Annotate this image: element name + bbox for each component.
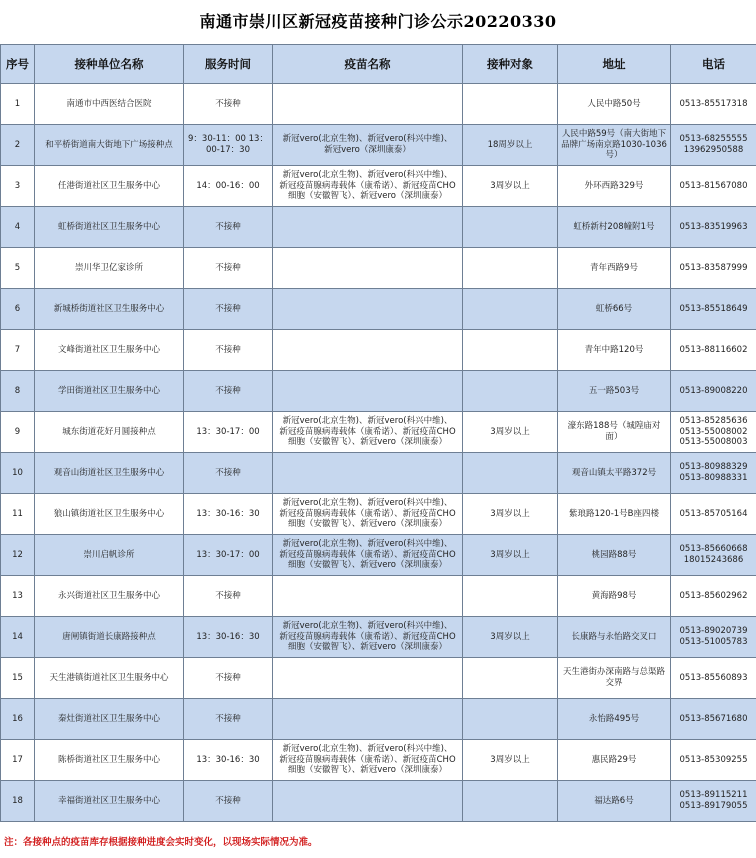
- row-phone: 0513-83519963: [671, 207, 756, 248]
- row-unit-name: 和平桥街道南大街地下广场接种点: [35, 125, 184, 166]
- table-row: [1, 494, 756, 535]
- table-row: [1, 84, 756, 125]
- row-address: 永怡路495号: [558, 699, 671, 740]
- row-serial: 7: [1, 330, 35, 371]
- row-address: 福达路6号: [558, 781, 671, 822]
- row-serial: 10: [1, 453, 35, 494]
- table-row: [1, 125, 756, 166]
- table-header: [1, 45, 756, 84]
- row-phone: 0513-85705164: [671, 494, 756, 535]
- row-address: 观音山镇太平路372号: [558, 453, 671, 494]
- row-vaccine-name: [273, 207, 463, 248]
- row-phone: 0513-85660668 18015243686: [671, 535, 756, 576]
- row-target: [463, 248, 558, 289]
- row-phone: 0513-89008220: [671, 371, 756, 412]
- row-service-time: 9：30-11：00 13：00-17：30: [184, 125, 273, 166]
- row-target: [463, 371, 558, 412]
- row-unit-name: 城东街道花好月圆接种点: [35, 412, 184, 453]
- row-service-time: 13：30-16：30: [184, 740, 273, 781]
- row-address: 青年西路9号: [558, 248, 671, 289]
- row-target: [463, 699, 558, 740]
- row-address: 桃园路88号: [558, 535, 671, 576]
- row-target: [463, 453, 558, 494]
- row-vaccine-name: 新冠vero(北京生物)、新冠vero(科兴中维)、 新冠疫苗腺病毒载体（康希诺）、新冠疫苗CHO 细胞（安徽智飞）、新冠vero（深圳康泰）: [273, 535, 463, 576]
- row-target: [463, 207, 558, 248]
- row-service-time: 13：30-16：30: [184, 617, 273, 658]
- row-unit-name: 文峰街道社区卫生服务中心: [35, 330, 184, 371]
- row-serial: 11: [1, 494, 35, 535]
- row-phone: 0513-85285636 0513-55008002 0513-55008003: [671, 412, 756, 453]
- row-target: 18周岁以上: [463, 125, 558, 166]
- row-serial: 13: [1, 576, 35, 617]
- row-target: 3周岁以上: [463, 412, 558, 453]
- row-serial: 4: [1, 207, 35, 248]
- row-service-time: 14：00-16：00: [184, 166, 273, 207]
- table-row: [1, 330, 756, 371]
- row-serial: 14: [1, 617, 35, 658]
- row-address: 惠民路29号: [558, 740, 671, 781]
- table-row: [1, 617, 756, 658]
- table-row: [1, 289, 756, 330]
- row-vaccine-name: 新冠vero(北京生物)、新冠vero(科兴中维)、 新冠疫苗腺病毒载体（康希诺）、新冠疫苗CHO 细胞（安徽智飞）、新冠vero（深圳康泰）: [273, 412, 463, 453]
- row-vaccine-name: 新冠vero(北京生物)、新冠vero(科兴中维)、 新冠疫苗腺病毒载体（康希诺）、新冠疫苗CHO 细胞（安徽智飞）、新冠vero（深圳康泰）: [273, 166, 463, 207]
- row-service-time: 不接种: [184, 781, 273, 822]
- table-row: [1, 207, 756, 248]
- row-vaccine-name: [273, 248, 463, 289]
- row-address: 虹桥66号: [558, 289, 671, 330]
- row-target: 3周岁以上: [463, 166, 558, 207]
- row-serial: 15: [1, 658, 35, 699]
- row-service-time: 不接种: [184, 699, 273, 740]
- row-serial: 2: [1, 125, 35, 166]
- row-address: 黄海路98号: [558, 576, 671, 617]
- row-vaccine-name: 新冠vero(北京生物)、新冠vero(科兴中维)、 新冠疫苗腺病毒载体（康希诺）、新冠疫苗CHO 细胞（安徽智飞）、新冠vero（深圳康泰）: [273, 494, 463, 535]
- row-service-time: 13：30-16：30: [184, 494, 273, 535]
- row-address: 青年中路120号: [558, 330, 671, 371]
- row-target: [463, 576, 558, 617]
- row-unit-name: 幸福街道社区卫生服务中心: [35, 781, 184, 822]
- row-phone: 0513-85602962: [671, 576, 756, 617]
- row-service-time: 不接种: [184, 453, 273, 494]
- row-vaccine-name: [273, 658, 463, 699]
- page-title: 南通市崇川区新冠疫苗接种门诊公示20220330: [199, 12, 557, 31]
- row-unit-name: 崇川启帆诊所: [35, 535, 184, 576]
- row-service-time: 不接种: [184, 289, 273, 330]
- header-service-time: 服务时间: [184, 45, 273, 84]
- row-phone: 0513-80988329 0513-80988331: [671, 453, 756, 494]
- row-vaccine-name: [273, 371, 463, 412]
- row-unit-name: 南通市中西医结合医院: [35, 84, 184, 125]
- row-serial: 5: [1, 248, 35, 289]
- row-vaccine-name: [273, 699, 463, 740]
- row-address: 人民中路59号（南大街地下 品牌广场南京路1030-1036 号）: [558, 125, 671, 166]
- row-vaccine-name: [273, 576, 463, 617]
- row-address: 天生港街办深南路与总渠路 交界: [558, 658, 671, 699]
- row-phone: 0513-85518649: [671, 289, 756, 330]
- table-row: [1, 699, 756, 740]
- header-vaccine-name: 疫苗名称: [273, 45, 463, 84]
- row-phone: 0513-85517318: [671, 84, 756, 125]
- row-unit-name: 崇川华卫亿家诊所: [35, 248, 184, 289]
- row-vaccine-name: [273, 84, 463, 125]
- table-row: [1, 740, 756, 781]
- row-serial: 17: [1, 740, 35, 781]
- header-serial: 序号: [1, 45, 35, 84]
- row-service-time: 不接种: [184, 207, 273, 248]
- row-phone: 0513-81567080: [671, 166, 756, 207]
- row-target: [463, 84, 558, 125]
- row-service-time: 13：30-17：00: [184, 535, 273, 576]
- row-target: [463, 781, 558, 822]
- row-serial: 8: [1, 371, 35, 412]
- row-unit-name: 天生港镇街道社区卫生服务中心: [35, 658, 184, 699]
- table-row: [1, 781, 756, 822]
- row-unit-name: 任港街道社区卫生服务中心: [35, 166, 184, 207]
- footnote: 注：各接种点的疫苗库存根据接种进度会实时变化，以现场实际情况为准。: [4, 837, 318, 848]
- header-unit-name: 接种单位名称: [35, 45, 184, 84]
- header-phone: 电话: [671, 45, 756, 84]
- row-unit-name: 虹桥街道社区卫生服务中心: [35, 207, 184, 248]
- row-service-time: 不接种: [184, 84, 273, 125]
- row-serial: 12: [1, 535, 35, 576]
- header-target: 接种对象: [463, 45, 558, 84]
- row-phone: 0513-88116602: [671, 330, 756, 371]
- row-target: 3周岁以上: [463, 535, 558, 576]
- table-row: [1, 453, 756, 494]
- row-vaccine-name: [273, 781, 463, 822]
- row-address: 濠东路188号（城隍庙对 面）: [558, 412, 671, 453]
- row-target: [463, 658, 558, 699]
- row-unit-name: 观音山街道社区卫生服务中心: [35, 453, 184, 494]
- header-address: 地址: [558, 45, 671, 84]
- table-row: [1, 248, 756, 289]
- table-row: [1, 371, 756, 412]
- row-unit-name: 新城桥街道社区卫生服务中心: [35, 289, 184, 330]
- row-vaccine-name: 新冠vero(北京生物)、新冠vero(科兴中维)、 新冠vero（深圳康泰）: [273, 125, 463, 166]
- row-vaccine-name: [273, 330, 463, 371]
- row-address: 紫琅路120-1号B座四楼: [558, 494, 671, 535]
- table-row: [1, 576, 756, 617]
- row-serial: 3: [1, 166, 35, 207]
- row-phone: 0513-85309255: [671, 740, 756, 781]
- row-unit-name: 永兴街道社区卫生服务中心: [35, 576, 184, 617]
- row-phone: 0513-68255555 13962950588: [671, 125, 756, 166]
- row-address: 虹桥新村208幢附1号: [558, 207, 671, 248]
- row-serial: 16: [1, 699, 35, 740]
- row-phone: 0513-89020739 0513-51005783: [671, 617, 756, 658]
- row-phone: 0513-89115211 0513-89179055: [671, 781, 756, 822]
- row-address: 五一路503号: [558, 371, 671, 412]
- row-service-time: 13：30-17：00: [184, 412, 273, 453]
- row-vaccine-name: 新冠vero(北京生物)、新冠vero(科兴中维)、 新冠疫苗腺病毒载体（康希诺）、新冠疫苗CHO 细胞（安徽智飞）、新冠vero（深圳康泰）: [273, 740, 463, 781]
- row-address: 外环西路329号: [558, 166, 671, 207]
- row-serial: 1: [1, 84, 35, 125]
- table-row: [1, 412, 756, 453]
- row-unit-name: 狼山镇街道社区卫生服务中心: [35, 494, 184, 535]
- row-target: 3周岁以上: [463, 740, 558, 781]
- header-row: [1, 45, 756, 84]
- row-vaccine-name: [273, 289, 463, 330]
- table-row: [1, 658, 756, 699]
- row-unit-name: 秦灶街道社区卫生服务中心: [35, 699, 184, 740]
- row-unit-name: 陈桥街道社区卫生服务中心: [35, 740, 184, 781]
- row-serial: 6: [1, 289, 35, 330]
- row-phone: 0513-85671680: [671, 699, 756, 740]
- table-row: [1, 166, 756, 207]
- row-unit-name: 学田街道社区卫生服务中心: [35, 371, 184, 412]
- table-body: [1, 84, 756, 822]
- row-serial: 18: [1, 781, 35, 822]
- table-row: [1, 535, 756, 576]
- row-phone: 0513-85560893: [671, 658, 756, 699]
- row-phone: 0513-83587999: [671, 248, 756, 289]
- row-service-time: 不接种: [184, 576, 273, 617]
- row-service-time: 不接种: [184, 371, 273, 412]
- row-vaccine-name: 新冠vero(北京生物)、新冠vero(科兴中维)、 新冠疫苗腺病毒载体（康希诺）、新冠疫苗CHO 细胞（安徽智飞）、新冠vero（深圳康泰）: [273, 617, 463, 658]
- row-service-time: 不接种: [184, 658, 273, 699]
- row-address: 长康路与永怡路交叉口: [558, 617, 671, 658]
- row-target: [463, 330, 558, 371]
- row-unit-name: 唐闸镇街道长康路接种点: [35, 617, 184, 658]
- row-serial: 9: [1, 412, 35, 453]
- row-service-time: 不接种: [184, 330, 273, 371]
- row-target: [463, 289, 558, 330]
- row-target: 3周岁以上: [463, 617, 558, 658]
- row-vaccine-name: [273, 453, 463, 494]
- row-service-time: 不接种: [184, 248, 273, 289]
- vaccination-clinic-table: [0, 44, 756, 822]
- row-address: 人民中路50号: [558, 84, 671, 125]
- row-target: 3周岁以上: [463, 494, 558, 535]
